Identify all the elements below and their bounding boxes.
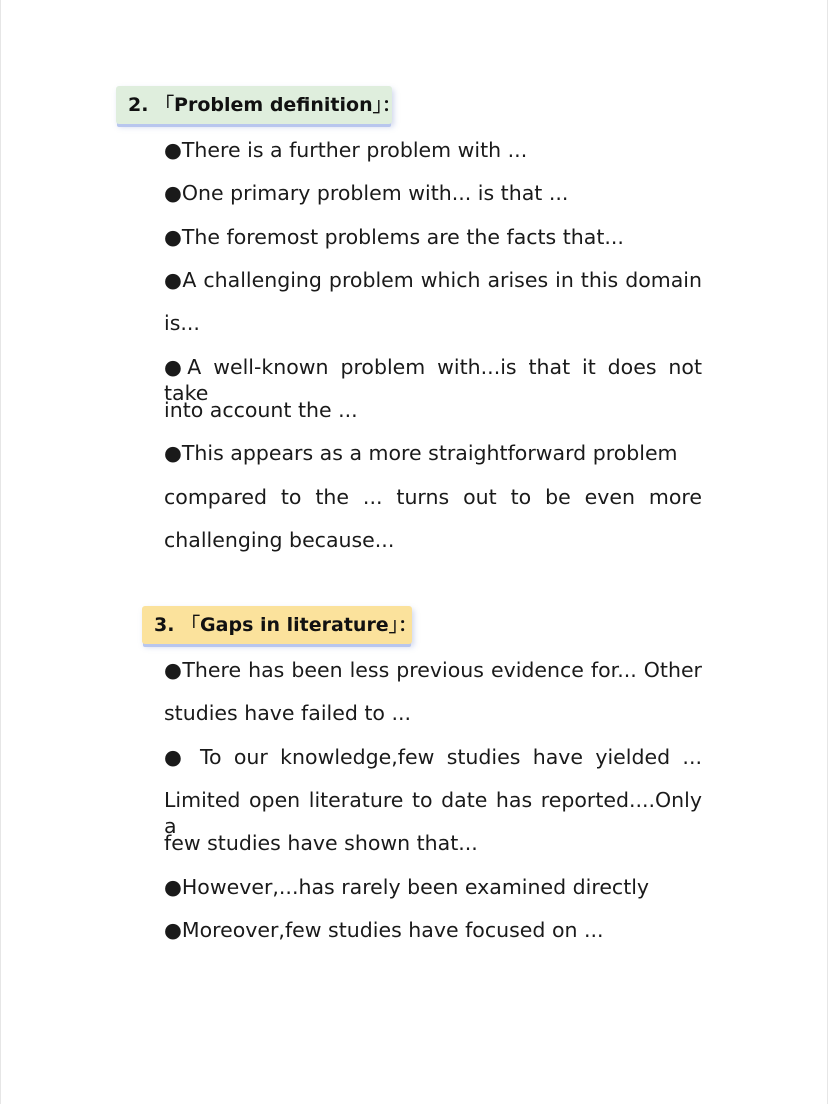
continuation-line: challenging because...: [164, 528, 395, 552]
bullet-line: ●However,...has rarely been examined directly: [164, 875, 650, 899]
bullet-line: ●There has been less previous evidence for... Other: [164, 658, 702, 682]
continuation-line: compared to the ... turns out to be even more: [164, 485, 702, 509]
bullet-line: ●One primary problem with... is that ...: [164, 181, 569, 205]
bullet-line: ●A well-known problem with...is that it does not take: [164, 355, 702, 405]
bullet-line: ●The foremost problems are the facts that...: [164, 225, 624, 249]
continuation-line: few studies have shown that...: [164, 831, 478, 855]
bullet-line: ●There is a further problem with ...: [164, 138, 528, 162]
page-left-edge: [0, 0, 1, 1104]
continuation-line: studies have failed to ...: [164, 701, 412, 725]
section-heading-problem-definition: 2. 「Problem definition」：: [116, 86, 392, 124]
continuation-line: Limited open literature to date has reported....Only a: [164, 788, 702, 838]
continuation-line: is...: [164, 311, 200, 335]
bullet-line: ●Moreover,few studies have focused on ...: [164, 918, 604, 942]
bullet-line: ●A challenging problem which arises in this domain: [164, 268, 702, 292]
section-heading-gaps-in-literature: 3. 「Gaps in literature」：: [142, 606, 412, 644]
bullet-line: ●This appears as a more straightforward problem: [164, 441, 678, 465]
continuation-line: into account the ...: [164, 398, 358, 422]
bullet-line: ● To our knowledge,few studies have yielded ...: [164, 745, 702, 769]
